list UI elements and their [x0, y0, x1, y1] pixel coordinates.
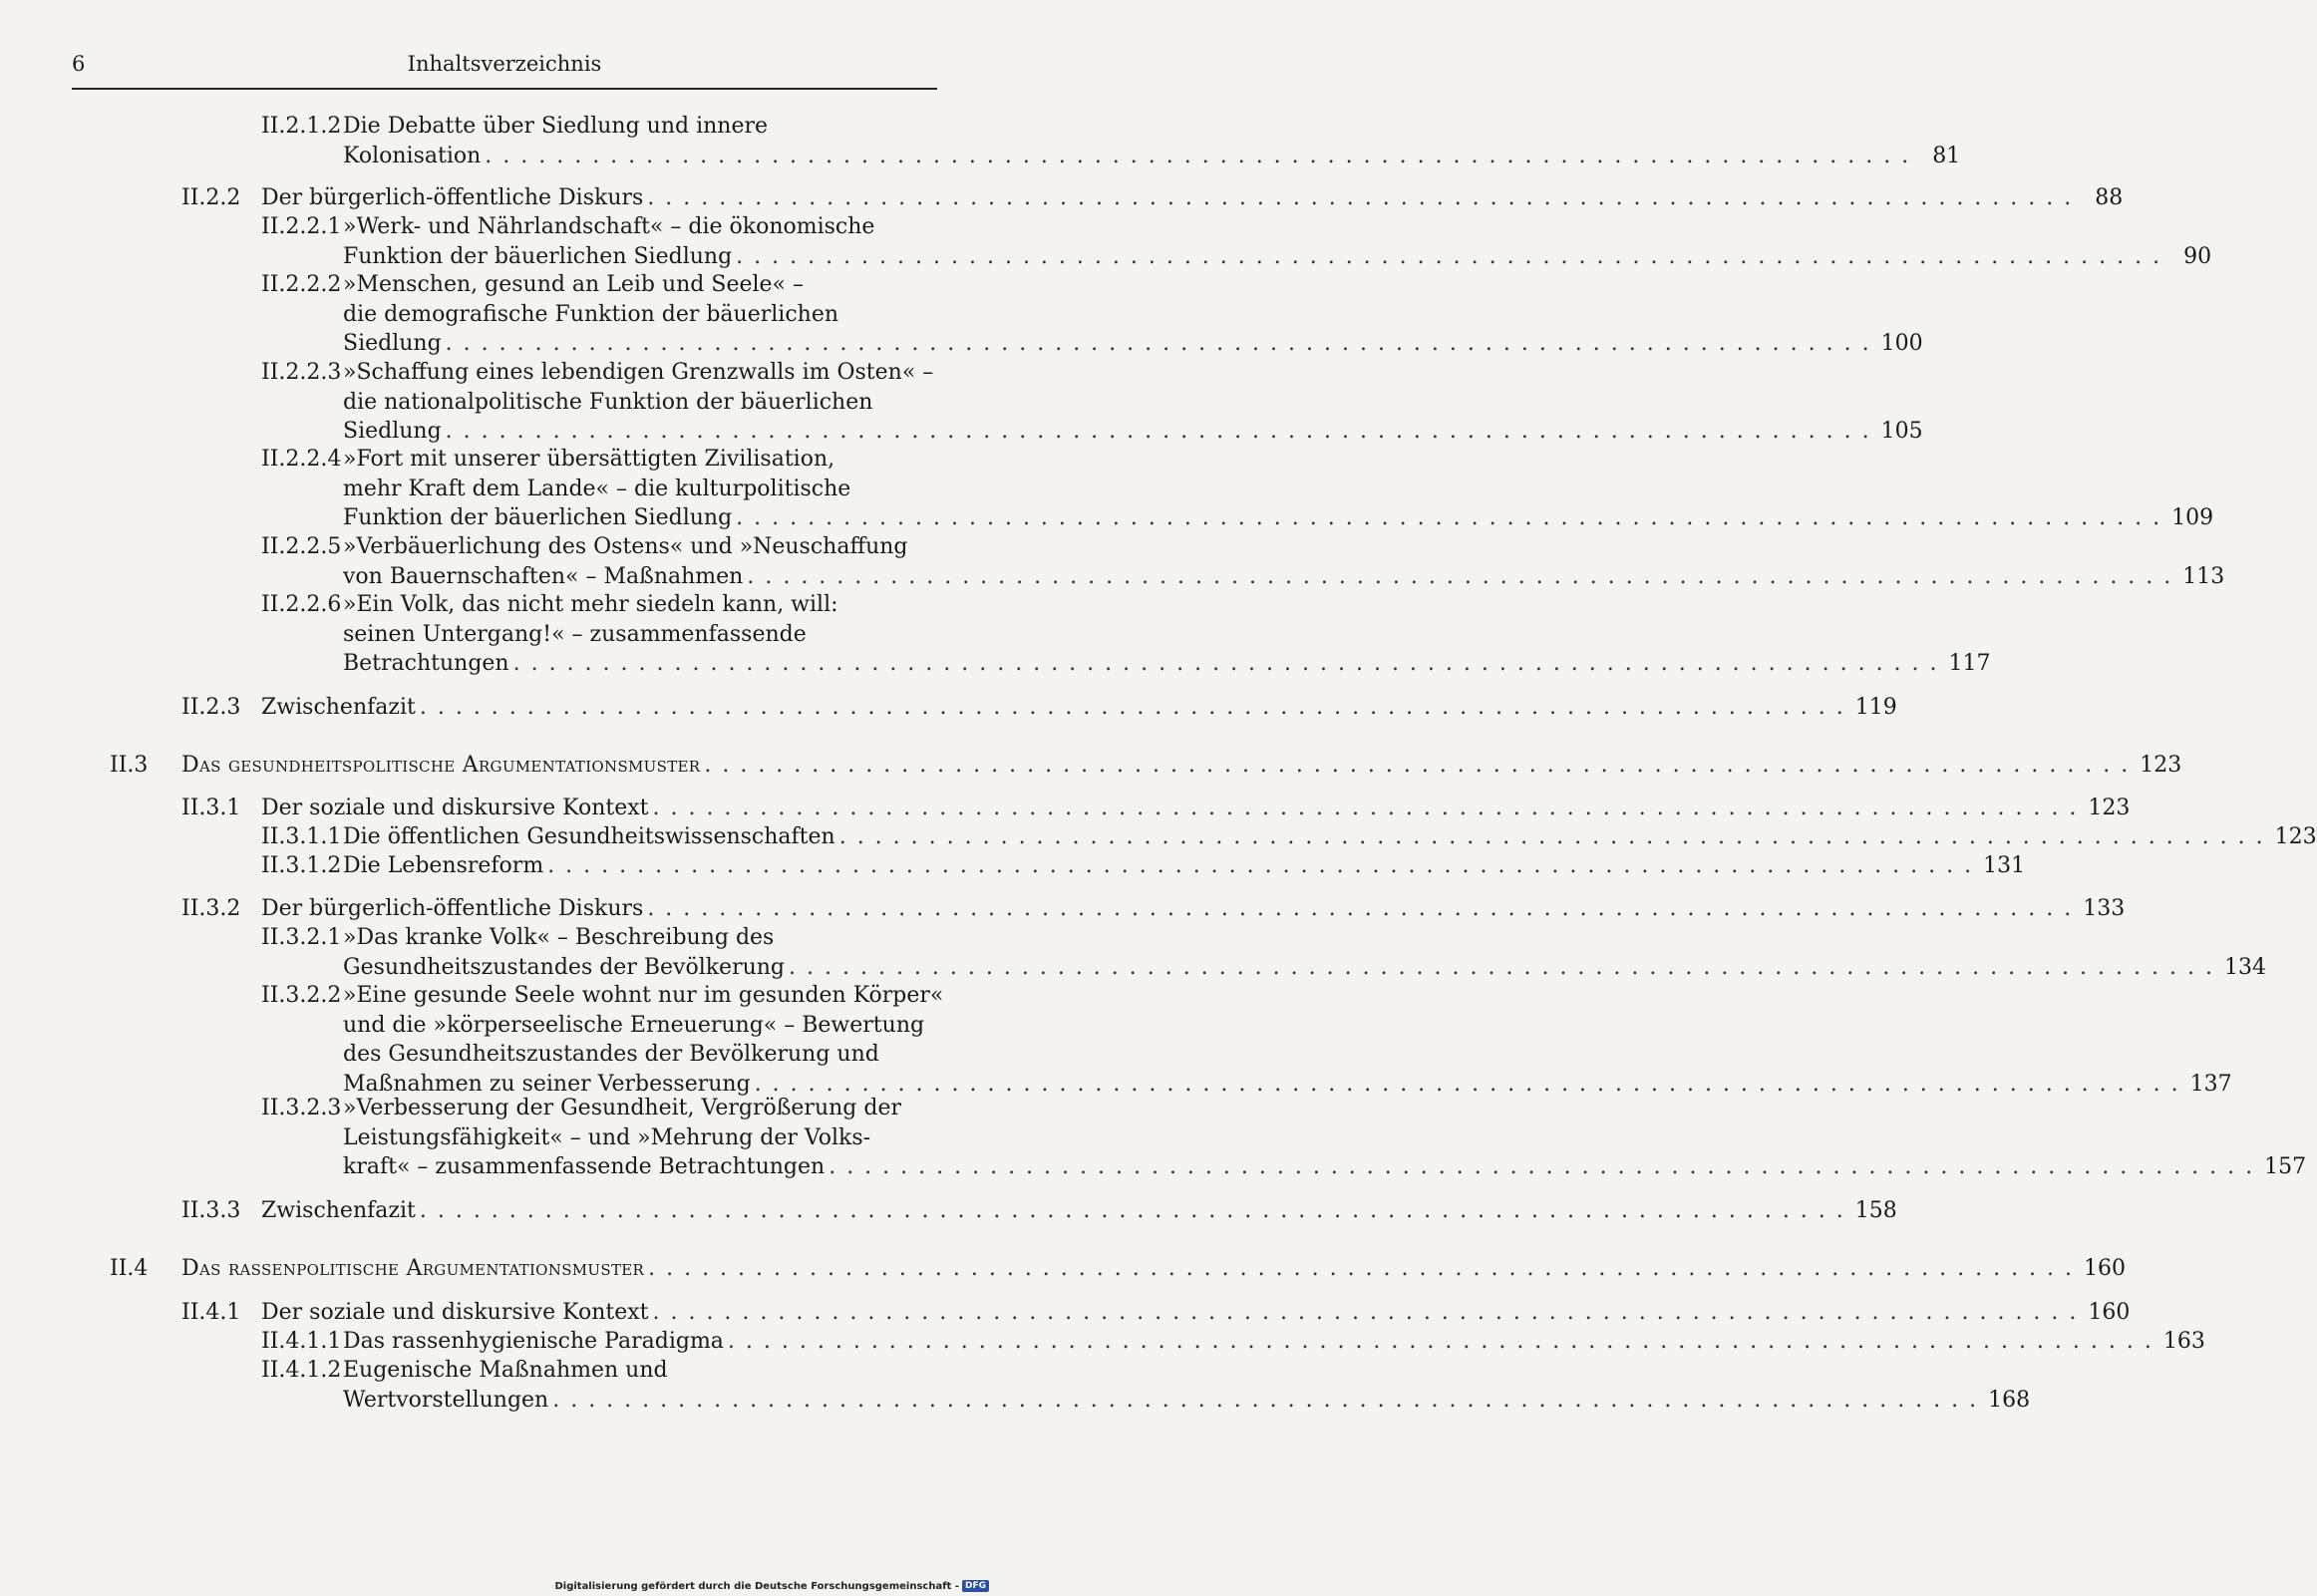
dot-leader: . . . . . . . . . . . . . . . . . . . . . . . . . . . . . . . . . . . . . . . . . . . . . . . . . . . . . . . . . . . . . . . . . . . . . . . . . . . . . . . . [828, 1154, 2255, 1179]
toc-entry-title-line: Der soziale und diskursive Kontext [261, 796, 649, 820]
toc-entry-number: II.3 [110, 753, 149, 778]
dot-leader: . . . . . . . . . . . . . . . . . . . . . . . . . . . . . . . . . . . . . . . . . . . . . . . . . . . . . . . . . . . . . . . . . . . . . . . . . . . . . . . . [838, 824, 2265, 849]
toc-entry-number: II.3.2 [181, 896, 241, 921]
toc-entry-page: 131 [1983, 853, 2026, 878]
dot-leader: . . . . . . . . . . . . . . . . . . . . . . . . . . . . . . . . . . . . . . . . . . . . . . . . . . . . . . . . . . . . . . . . . . . . . . . . . . . . . . . . [552, 1387, 1979, 1413]
toc-entry-title-line: Zwischenfazit [261, 1198, 416, 1223]
toc-entry-title-line: Das rassenhygienische Paradigma [343, 1329, 724, 1354]
toc-entry-title-line: »Verbäuerlichung des Ostens« und »Neuschaffung [343, 534, 908, 559]
toc-entry-number: II.3.3 [181, 1198, 241, 1223]
toc-entry-title-line: des Gesundheitszustandes der Bevölkerung und [343, 1042, 879, 1067]
toc-entry-page: 168 [1988, 1387, 2031, 1413]
toc-entry-number: II.3.1.2 [261, 853, 342, 878]
dot-leader: . . . . . . . . . . . . . . . . . . . . . . . . . . . . . . . . . . . . . . . . . . . . . . . . . . . . . . . . . . . . . . . . . . . . . . . . . . . . . . . . [547, 853, 1974, 878]
toc-entry-title-line: Maßnahmen zu seiner Verbesserung [343, 1071, 751, 1097]
toc-entry-number: II.3.2.3 [261, 1096, 342, 1120]
toc-entry-title-line: Der bürgerlich-öffentliche Diskurs [261, 896, 644, 921]
toc-entry-title-line: kraft« – zusammenfassende Betrachtungen [343, 1154, 826, 1179]
toc-entry-title-line: Die Debatte über Siedlung und innere [343, 114, 769, 139]
toc-entry-page: 133 [2083, 896, 2126, 921]
toc-entry-title-line: »Fort mit unserer übersättigten Zivilisation, [343, 447, 835, 472]
toc-entry-title-line: und die »körperseelische Erneuerung« – Bewertung [343, 1012, 925, 1038]
toc-entry-title-line: Betrachtungen [343, 651, 509, 676]
toc-entry-number: II.4.1 [181, 1300, 241, 1325]
toc-entry-page: 160 [2088, 1300, 2131, 1325]
toc-entry-page: 163 [2162, 1329, 2205, 1354]
toc-entry-title-line: »Schaffung eines lebendigen Grenzwalls im Osten« – [343, 360, 934, 385]
dot-leader: . . . . . . . . . . . . . . . . . . . . . . . . . . . . . . . . . . . . . . . . . . . . . . . . . . . . . . . . . . . . . . . . . . . . . . . . . . . . . . . . [736, 505, 2162, 530]
toc-entry-number: II.4.1.1 [261, 1329, 342, 1354]
toc-entry-page: 160 [2084, 1256, 2127, 1281]
toc-entry-title-line: seinen Untergang!« – zusammenfassende [343, 621, 807, 647]
toc-entry-number: II.3.2.2 [261, 983, 342, 1008]
toc-entry-title-line: Siedlung [343, 331, 442, 356]
toc-entry-page: 123 [2274, 824, 2317, 849]
dot-leader: . . . . . . . . . . . . . . . . . . . . . . . . . . . . . . . . . . . . . . . . . . . . . . . . . . . . . . . . . . . . . . . . . . . . . . . . . . . . . . . . [704, 753, 2131, 778]
dot-leader: . . . . . . . . . . . . . . . . . . . . . . . . . . . . . . . . . . . . . . . . . . . . . . . . . . . . . . . . . . . . . . . . . . . . . . . . . . . . . . . . [736, 243, 2162, 269]
toc-entry-title-line: Siedlung [343, 419, 442, 444]
toc-entry-title-line: Die öffentlichen Gesundheitswissenschaften [343, 824, 835, 849]
toc-entry-number: II.2.3 [181, 695, 241, 720]
toc-entry-title-line: »Menschen, gesund an Leib und Seele« – [343, 272, 804, 297]
footer-credit [554, 1580, 989, 1592]
dot-leader: . . . . . . . . . . . . . . . . . . . . . . . . . . . . . . . . . . . . . . . . . . . . . . . . . . . . . . . . . . . . . . . . . . . . . . . . . . . . . . . . [445, 419, 1871, 444]
running-title: Inhaltsverzeichnis [407, 52, 602, 76]
page-number: 6 [72, 52, 86, 76]
toc-entry-title-line: die nationalpolitische Funktion der bäuerlichen [343, 389, 873, 415]
dfg-logo-icon: DFG [962, 1580, 989, 1592]
toc-entry-number: II.2.2.4 [261, 447, 342, 472]
toc-entry-number: II.2.2.5 [261, 534, 342, 559]
toc-entry-title-line: Wertvorstellungen [343, 1387, 549, 1413]
toc-entry-title-line: Funktion der bäuerlichen Siedlung [343, 243, 733, 269]
dot-leader: . . . . . . . . . . . . . . . . . . . . . . . . . . . . . . . . . . . . . . . . . . . . . . . . . . . . . . . . . . . . . . . . . . . . . . . . . . . . . . . . [485, 143, 1911, 168]
toc-entry-page: 81 [1932, 143, 1961, 168]
dot-leader: . . . . . . . . . . . . . . . . . . . . . . . . . . . . . . . . . . . . . . . . . . . . . . . . . . . . . . . . . . . . . . . . . . . . . . . . . . . . . . . . [747, 563, 2173, 589]
toc-entry-title-line: Der bürgerlich-öffentliche Diskurs [261, 185, 644, 210]
toc-entry-number: II.2.2.2 [261, 272, 342, 297]
toc-entry-page: 119 [1854, 695, 1897, 720]
dot-leader: . . . . . . . . . . . . . . . . . . . . . . . . . . . . . . . . . . . . . . . . . . . . . . . . . . . . . . . . . . . . . . . . . . . . . . . . . . . . . . . . [648, 1256, 2075, 1281]
toc-entry-page: 105 [1880, 419, 1923, 444]
dot-leader: . . . . . . . . . . . . . . . . . . . . . . . . . . . . . . . . . . . . . . . . . . . . . . . . . . . . . . . . . . . . . . . . . . . . . . . . . . . . . . . . [419, 1198, 1845, 1223]
toc-entry-number: II.3.2.1 [261, 925, 342, 950]
toc-entry-page: 123 [2140, 753, 2182, 778]
dot-leader: . . . . . . . . . . . . . . . . . . . . . . . . . . . . . . . . . . . . . . . . . . . . . . . . . . . . . . . . . . . . . . . . . . . . . . . . . . . . . . . . [445, 331, 1871, 356]
dot-leader: . . . . . . . . . . . . . . . . . . . . . . . . . . . . . . . . . . . . . . . . . . . . . . . . . . . . . . . . . . . . . . . . . . . . . . . . . . . . . . . . [419, 695, 1845, 720]
toc-entry-title-line: Funktion der bäuerlichen Siedlung [343, 505, 733, 530]
dot-leader: . . . . . . . . . . . . . . . . . . . . . . . . . . . . . . . . . . . . . . . . . . . . . . . . . . . . . . . . . . . . . . . . . . . . . . . . . . . . . . . . [647, 185, 2074, 210]
toc-entry-number: II.2.2.6 [261, 592, 342, 617]
dot-leader: . . . . . . . . . . . . . . . . . . . . . . . . . . . . . . . . . . . . . . . . . . . . . . . . . . . . . . . . . . . . . . . . . . . . . . . . . . . . . . . . [652, 1300, 2079, 1325]
toc-entry-number: II.2.1.2 [261, 114, 342, 139]
dot-leader: . . . . . . . . . . . . . . . . . . . . . . . . . . . . . . . . . . . . . . . . . . . . . . . . . . . . . . . . . . . . . . . . . . . . . . . . . . . . . . . . [789, 954, 2214, 980]
toc-entry-page: 157 [2264, 1154, 2307, 1179]
toc-entry-number: II.2.2 [181, 185, 241, 210]
toc-entry-title-line: Das rassenpolitische Argumentationsmuster [181, 1256, 645, 1281]
toc-entry-page: 134 [2223, 954, 2266, 980]
toc-entry-number: II.3.1 [181, 796, 241, 820]
toc-entry-title-line: Das gesundheitspolitische Argumentationsmuster [181, 753, 701, 778]
toc-entry-title-line: »Ein Volk, das nicht mehr siedeln kann, will: [343, 592, 838, 617]
toc-entry-number: II.4.1.2 [261, 1358, 342, 1383]
toc-entry-title-line: Gesundheitszustandes der Bevölkerung [343, 954, 786, 980]
dot-leader: . . . . . . . . . . . . . . . . . . . . . . . . . . . . . . . . . . . . . . . . . . . . . . . . . . . . . . . . . . . . . . . . . . . . . . . . . . . . . . . . [512, 651, 1939, 676]
toc-entry-title-line: »Eine gesunde Seele wohnt nur im gesunden Körper« [343, 983, 944, 1008]
toc-entry-page: 113 [2182, 563, 2225, 589]
toc-entry-number: II.2.2.1 [261, 214, 342, 239]
dot-leader: . . . . . . . . . . . . . . . . . . . . . . . . . . . . . . . . . . . . . . . . . . . . . . . . . . . . . . . . . . . . . . . . . . . . . . . . . . . . . . . . [727, 1329, 2153, 1354]
toc-entry-title-line: mehr Kraft dem Lande« – die kulturpolitische [343, 476, 851, 501]
footer-text: Digitalisierung gefördert durch die Deutsche Forschungsgemeinschaft - [554, 1580, 959, 1592]
toc-entry-title-line: Die Lebensreform [343, 853, 544, 878]
toc-entry-title-line: Eugenische Maßnahmen und [343, 1358, 668, 1383]
running-header [72, 52, 937, 90]
toc-entry-page: 88 [2095, 185, 2124, 210]
dot-leader: . . . . . . . . . . . . . . . . . . . . . . . . . . . . . . . . . . . . . . . . . . . . . . . . . . . . . . . . . . . . . . . . . . . . . . . . . . . . . . . . [652, 796, 2079, 820]
toc-entry-page: 109 [2171, 505, 2214, 530]
toc-entry-title-line: Zwischenfazit [261, 695, 416, 720]
toc-entry-title-line: »Werk- und Nährlandschaft« – die ökonomische [343, 214, 875, 239]
dot-leader: . . . . . . . . . . . . . . . . . . . . . . . . . . . . . . . . . . . . . . . . . . . . . . . . . . . . . . . . . . . . . . . . . . . . . . . . . . . . . . . . [647, 896, 2074, 921]
toc-entry-title-line: »Das kranke Volk« – Beschreibung des [343, 925, 775, 950]
toc-entry-page: 123 [2088, 796, 2131, 820]
toc-entry-title-line: die demografische Funktion der bäuerlichen [343, 301, 839, 327]
toc-entry-page: 117 [1948, 651, 1991, 676]
toc-entry-page: 100 [1880, 331, 1923, 356]
toc-entry-title-line: Leistungsfähigkeit« – und »Mehrung der Volks- [343, 1124, 871, 1150]
toc-entry-number: II.4 [110, 1256, 149, 1281]
toc-entry-title-line: Kolonisation [343, 143, 482, 168]
dot-leader: . . . . . . . . . . . . . . . . . . . . . . . . . . . . . . . . . . . . . . . . . . . . . . . . . . . . . . . . . . . . . . . . . . . . . . . . . . . . . . . . [754, 1071, 2180, 1097]
toc-entry-page: 158 [1854, 1198, 1897, 1223]
toc-entry-title-line: von Bauernschaften« – Maßnahmen [343, 563, 744, 589]
toc-entry-number: II.3.1.1 [261, 824, 342, 849]
toc-entry-page: 90 [2183, 243, 2212, 269]
toc-entry-number: II.2.2.3 [261, 360, 342, 385]
toc-entry-page: 137 [2189, 1071, 2232, 1097]
toc-entry-title-line: Der soziale und diskursive Kontext [261, 1300, 649, 1325]
toc-entry-title-line: »Verbesserung der Gesundheit, Vergrößerung der [343, 1096, 901, 1120]
